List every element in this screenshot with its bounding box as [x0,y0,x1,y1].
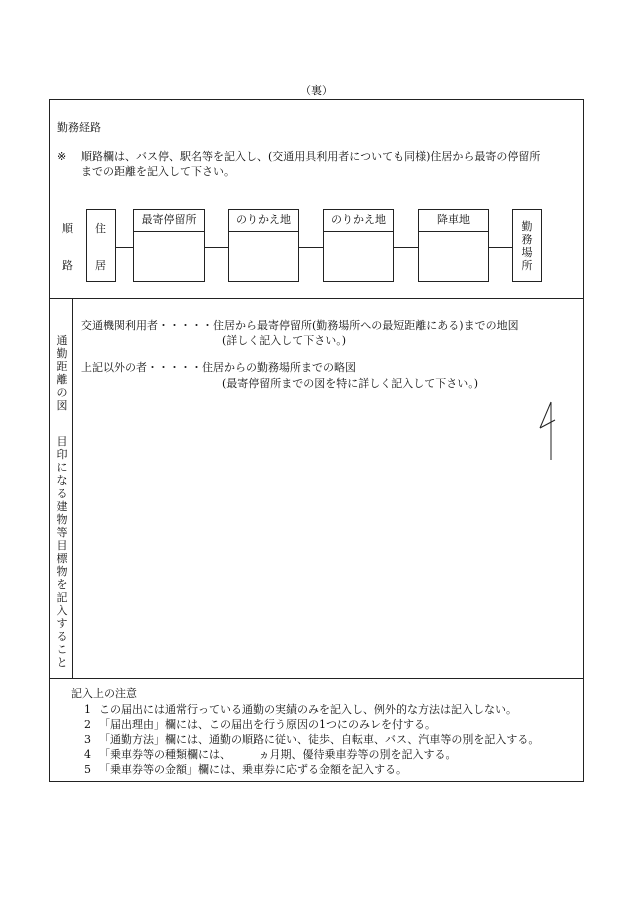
page-side-label: （裏） [300,84,333,97]
map-side-label-1: 通勤距離の図 [56,334,68,412]
route-label-bottom: 路 [62,259,73,272]
stop-label: 降車地 [437,213,470,226]
note-item-text: 「届出理由」欄には、この届出を行う原因の1つにのみレを付する。 [99,718,436,731]
route-start-char-2: 居 [95,259,106,272]
route-connector [205,247,228,248]
route-connector [394,247,418,248]
note-item-number: 5 [84,763,91,776]
note-item-number: 2 [84,718,91,731]
route-connector [489,247,512,248]
map-instruction-1b: (詳しく記入して下さい。) [222,334,347,347]
note-item-number: 4 [84,748,91,761]
commute-route-title: 勤務経路 [57,121,101,134]
note-item-text: 「通勤方法」欄には、通勤の順路に従い、徒歩、自転車、バス、汽車等の別を記入する。 [99,733,540,746]
stop-label: 最寄停留所 [141,213,197,226]
route-end-label: 勤務場所 [521,220,533,272]
route-connector [116,247,133,248]
map-drawing-area[interactable] [73,400,533,676]
stop-box[interactable] [228,209,299,282]
stop-box[interactable] [418,209,489,282]
note-item-text: 「乗車券等の金額」欄には、乗車券に応ずる金額を記入する。 [99,763,407,776]
route-label-top: 順 [62,222,73,235]
stop-label: のりかえ地 [236,213,291,226]
note-item-text: この届出には通常行っている通勤の実績のみを記入し、例外的な方法は記入しない。 [99,703,517,716]
north-arrow-icon [537,400,559,462]
route-connector [299,247,323,248]
note-item-number: 1 [84,703,91,716]
stop-box[interactable] [323,209,394,282]
map-instruction-2b: (最寄停留所までの図を特に詳しく記入して下さい。) [222,377,479,390]
map-side-label-2: 目印になる建物等目標物を記入すること [56,435,68,669]
stop-label: のりかえ地 [331,213,386,226]
stop-box[interactable] [133,209,205,282]
note-mark: ※ [57,150,67,163]
note-item-text: 「乗車券等の種類欄には、 ヵ月期、優待乗車券等の別を記入する。 [99,748,457,761]
route-start-char-1: 住 [95,222,106,235]
note-line-1: 順路欄は、バス停、駅名等を記入し、(交通用具利用者についても同様)住居から最寄の停留所 [81,150,541,163]
map-instruction-2: 上記以外の者・・・・・住居からの勤務場所までの略図 [81,361,356,374]
note-item-number: 3 [84,733,91,746]
notes-title: 記入上の注意 [71,687,137,700]
note-line-2: までの距離を記入して下さい。 [81,165,235,178]
divider-map [49,678,584,679]
divider-route [49,298,584,299]
map-instruction-1: 交通機関利用者・・・・・住居から最寄停留所(勤務場所への最短距離にある)までの地図 [81,319,519,332]
